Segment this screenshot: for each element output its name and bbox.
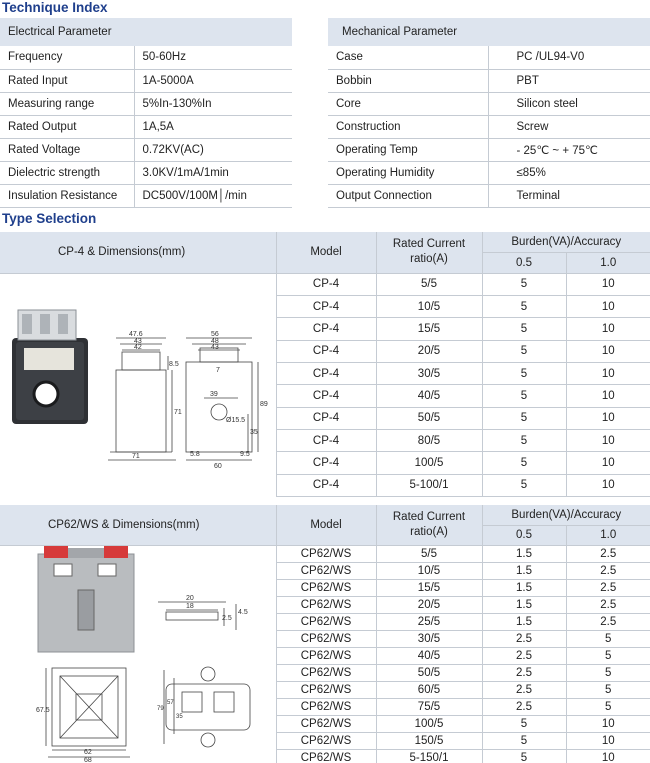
param-value: 3.0KV/1mA/1min — [134, 161, 292, 184]
cp4-drawings — [0, 274, 276, 494]
dim-label: 79 — [157, 705, 164, 712]
accuracy-05-cell: 2.5 — [482, 664, 566, 681]
burden-header: Burden(VA)/Accuracy — [482, 232, 650, 252]
param-label: Output Connection — [328, 184, 488, 207]
cp4-product-photo — [12, 310, 88, 424]
accuracy-10-cell: 5 — [566, 647, 650, 664]
accuracy-05-cell: 5 — [482, 749, 566, 763]
accuracy-10-cell: 2.5 — [566, 613, 650, 630]
ratio-cell: 60/5 — [376, 681, 482, 698]
accuracy-05-cell: 2.5 — [482, 630, 566, 647]
accuracy-05-cell: 5 — [482, 429, 566, 451]
ratio-cell: 100/5 — [376, 715, 482, 732]
accuracy-10-header: 1.0 — [566, 252, 650, 273]
param-label: Core — [328, 92, 488, 115]
dim-label: 89 — [260, 400, 268, 408]
model-cell: CP-4 — [276, 340, 376, 362]
electrical-parameter-header: Electrical Parameter — [0, 18, 292, 46]
accuracy-10-header: 1.0 — [566, 525, 650, 545]
model-cell: CP62/WS — [276, 613, 376, 630]
param-value: 50-60Hz — [134, 46, 292, 69]
accuracy-05-cell: 5 — [482, 385, 566, 407]
accuracy-10-cell: 10 — [566, 318, 650, 340]
electrical-row — [0, 115, 292, 138]
param-value: - 25℃ ~ + 75℃ — [488, 138, 650, 161]
accuracy-10-cell: 10 — [566, 474, 650, 496]
model-header: Model — [276, 232, 376, 273]
dim-label: 71 — [132, 452, 140, 460]
param-label: Frequency — [0, 46, 134, 69]
electrical-row — [0, 69, 292, 92]
accuracy-10-cell: 2.5 — [566, 545, 650, 562]
ratio-cell: 5/5 — [376, 273, 482, 295]
cp4-caption: CP-4 & Dimensions(mm) — [0, 232, 276, 273]
param-value: PBT — [488, 69, 650, 92]
dim-label: 20 — [186, 594, 194, 602]
cp62-front-view-drawing — [46, 668, 130, 757]
ratio-cell: 50/5 — [376, 407, 482, 429]
mechanical-parameter-table — [328, 18, 650, 208]
accuracy-10-cell: 10 — [566, 452, 650, 474]
model-cell: CP-4 — [276, 407, 376, 429]
accuracy-10-cell: 5 — [566, 698, 650, 715]
accuracy-10-cell: 10 — [566, 362, 650, 384]
ratio-cell: 40/5 — [376, 647, 482, 664]
dim-label: 67.5 — [36, 706, 50, 714]
dim-label: 35 — [250, 428, 258, 436]
ratio-cell: 150/5 — [376, 732, 482, 749]
accuracy-05-cell: 1.5 — [482, 596, 566, 613]
model-cell: CP62/WS — [276, 698, 376, 715]
dim-label: 8.5 — [169, 360, 179, 368]
dim-label: 39 — [210, 390, 218, 398]
param-label: Dielectric strength — [0, 161, 134, 184]
accuracy-05-cell: 5 — [482, 407, 566, 429]
accuracy-10-cell: 10 — [566, 273, 650, 295]
accuracy-05-cell: 5 — [482, 318, 566, 340]
accuracy-10-cell: 10 — [566, 749, 650, 763]
param-value: 0.72KV(AC) — [134, 138, 292, 161]
param-label: Rated Output — [0, 115, 134, 138]
param-value: Screw — [488, 115, 650, 138]
cp62-drawings — [0, 546, 276, 763]
accuracy-05-cell: 5 — [482, 340, 566, 362]
ratio-cell: 5-100/1 — [376, 474, 482, 496]
accuracy-10-cell: 5 — [566, 681, 650, 698]
accuracy-05-cell: 1.5 — [482, 579, 566, 596]
cp62-image-cell — [0, 545, 276, 763]
param-label: Construction — [328, 115, 488, 138]
accuracy-10-cell: 10 — [566, 732, 650, 749]
dim-label: 68 — [84, 756, 92, 763]
electrical-row — [0, 138, 292, 161]
ratio-cell: 25/5 — [376, 613, 482, 630]
ratio-header-line1: Rated Current — [392, 238, 466, 251]
dim-label: 56 — [211, 330, 219, 338]
cp62-rear-view-drawing — [164, 667, 250, 747]
ratio-header — [376, 505, 482, 545]
dim-label: 62 — [84, 748, 92, 756]
param-label: Case — [328, 46, 488, 69]
dim-label: 48 — [211, 337, 219, 345]
param-value: 1A,5A — [134, 115, 292, 138]
accuracy-05-cell: 5 — [482, 474, 566, 496]
cp4-front-view-drawing — [108, 338, 176, 460]
ratio-cell: 10/5 — [376, 562, 482, 579]
accuracy-05-cell: 5 — [482, 295, 566, 317]
ratio-header-line2: ratio(A) — [410, 525, 448, 538]
param-value: Terminal — [488, 184, 650, 207]
param-label: Measuring range — [0, 92, 134, 115]
cp4-selection-table — [0, 232, 650, 497]
accuracy-10-cell: 5 — [566, 664, 650, 681]
dim-label: 18 — [186, 602, 194, 610]
cp62-selection-table — [0, 505, 650, 763]
dim-label: 43 — [134, 337, 142, 345]
dim-label: 57 — [167, 699, 174, 706]
ratio-cell: 15/5 — [376, 318, 482, 340]
ratio-cell: 30/5 — [376, 630, 482, 647]
dim-label: 43 — [211, 343, 219, 351]
model-cell: CP62/WS — [276, 545, 376, 562]
cp62-caption: CP62/WS & Dimensions(mm) — [0, 505, 276, 545]
model-cell: CP62/WS — [276, 562, 376, 579]
param-label: Operating Humidity — [328, 161, 488, 184]
accuracy-05-cell: 1.5 — [482, 562, 566, 579]
param-value: ≤85% — [488, 161, 650, 184]
model-header: Model — [276, 505, 376, 545]
model-cell: CP62/WS — [276, 647, 376, 664]
param-label: Insulation Resistance — [0, 184, 134, 207]
model-cell: CP-4 — [276, 273, 376, 295]
model-cell: CP62/WS — [276, 579, 376, 596]
dim-label: 47.6 — [129, 330, 143, 338]
ratio-cell: 5/5 — [376, 545, 482, 562]
burden-header: Burden(VA)/Accuracy — [482, 505, 650, 525]
accuracy-10-cell: 10 — [566, 295, 650, 317]
accuracy-05-cell: 1.5 — [482, 613, 566, 630]
param-label: Rated Input — [0, 69, 134, 92]
ratio-cell: 50/5 — [376, 664, 482, 681]
model-cell: CP62/WS — [276, 732, 376, 749]
dim-label: 71 — [174, 408, 182, 416]
electrical-row — [0, 46, 292, 69]
type-selection-heading: Type Selection — [2, 211, 97, 226]
ratio-cell: 20/5 — [376, 596, 482, 613]
table-row — [0, 545, 650, 562]
accuracy-05-cell: 5 — [482, 362, 566, 384]
param-value: PC /UL94-V0 — [488, 46, 650, 69]
model-cell: CP62/WS — [276, 749, 376, 763]
ratio-cell: 20/5 — [376, 340, 482, 362]
param-label: Bobbin — [328, 69, 488, 92]
model-cell: CP62/WS — [276, 664, 376, 681]
accuracy-05-cell: 1.5 — [482, 545, 566, 562]
accuracy-05-cell: 2.5 — [482, 681, 566, 698]
electrical-row — [0, 184, 292, 207]
accuracy-10-cell: 2.5 — [566, 562, 650, 579]
param-value: Silicon steel — [488, 92, 650, 115]
dim-label: 9.5 — [240, 450, 250, 458]
electrical-row — [0, 161, 292, 184]
model-cell: CP-4 — [276, 429, 376, 451]
accuracy-05-header: 0.5 — [482, 252, 566, 273]
ratio-cell: 15/5 — [376, 579, 482, 596]
param-label: Rated Voltage — [0, 138, 134, 161]
ratio-cell: 100/5 — [376, 452, 482, 474]
cp62-product-photo — [38, 546, 134, 652]
model-cell: CP-4 — [276, 474, 376, 496]
accuracy-10-cell: 2.5 — [566, 579, 650, 596]
dim-label: 60 — [214, 462, 222, 470]
model-cell: CP-4 — [276, 362, 376, 384]
param-value: DC500V/100M│/min — [134, 184, 292, 207]
ratio-cell: 30/5 — [376, 362, 482, 384]
accuracy-10-cell: 10 — [566, 340, 650, 362]
ratio-header — [376, 232, 482, 273]
table-row — [0, 273, 650, 295]
model-cell: CP-4 — [276, 295, 376, 317]
ratio-header-line1: Rated Current — [392, 510, 466, 523]
model-cell: CP-4 — [276, 318, 376, 340]
accuracy-05-cell: 5 — [482, 732, 566, 749]
accuracy-10-cell: 10 — [566, 385, 650, 407]
electrical-parameter-table — [0, 18, 292, 208]
dim-label: 2.5 — [222, 614, 232, 622]
accuracy-10-cell: 10 — [566, 429, 650, 451]
technique-index-heading: Technique Index — [2, 0, 108, 15]
mechanical-parameter-header: Mechanical Parameter — [328, 18, 650, 46]
accuracy-05-cell: 5 — [482, 452, 566, 474]
accuracy-10-cell: 2.5 — [566, 596, 650, 613]
accuracy-05-cell: 5 — [482, 273, 566, 295]
accuracy-05-cell: 5 — [482, 715, 566, 732]
model-cell: CP-4 — [276, 385, 376, 407]
accuracy-05-header: 0.5 — [482, 525, 566, 545]
accuracy-10-cell: 10 — [566, 715, 650, 732]
electrical-row — [0, 92, 292, 115]
accuracy-10-cell: 10 — [566, 407, 650, 429]
model-cell: CP62/WS — [276, 681, 376, 698]
accuracy-05-cell: 2.5 — [482, 698, 566, 715]
param-label: Operating Temp — [328, 138, 488, 161]
dim-label: Ø15.5 — [226, 416, 246, 424]
model-cell: CP62/WS — [276, 715, 376, 732]
cp4-image-cell — [0, 273, 276, 497]
dim-label: 35 — [176, 713, 183, 720]
model-cell: CP62/WS — [276, 596, 376, 613]
accuracy-10-cell: 5 — [566, 630, 650, 647]
ratio-cell: 75/5 — [376, 698, 482, 715]
dim-label: 5.8 — [190, 450, 200, 458]
dim-label: 7 — [216, 366, 220, 374]
ratio-header-line2: ratio(A) — [410, 253, 448, 266]
dim-label: 42 — [134, 343, 142, 351]
param-value: 1A-5000A — [134, 69, 292, 92]
ratio-cell: 40/5 — [376, 385, 482, 407]
cp4-side-view-drawing — [186, 338, 258, 460]
ratio-cell: 5-150/1 — [376, 749, 482, 763]
model-cell: CP62/WS — [276, 630, 376, 647]
model-cell: CP-4 — [276, 452, 376, 474]
param-value: 5%In-130%In — [134, 92, 292, 115]
ratio-cell: 80/5 — [376, 429, 482, 451]
ratio-cell: 10/5 — [376, 295, 482, 317]
accuracy-05-cell: 2.5 — [482, 647, 566, 664]
dim-label: 4.5 — [238, 608, 248, 616]
